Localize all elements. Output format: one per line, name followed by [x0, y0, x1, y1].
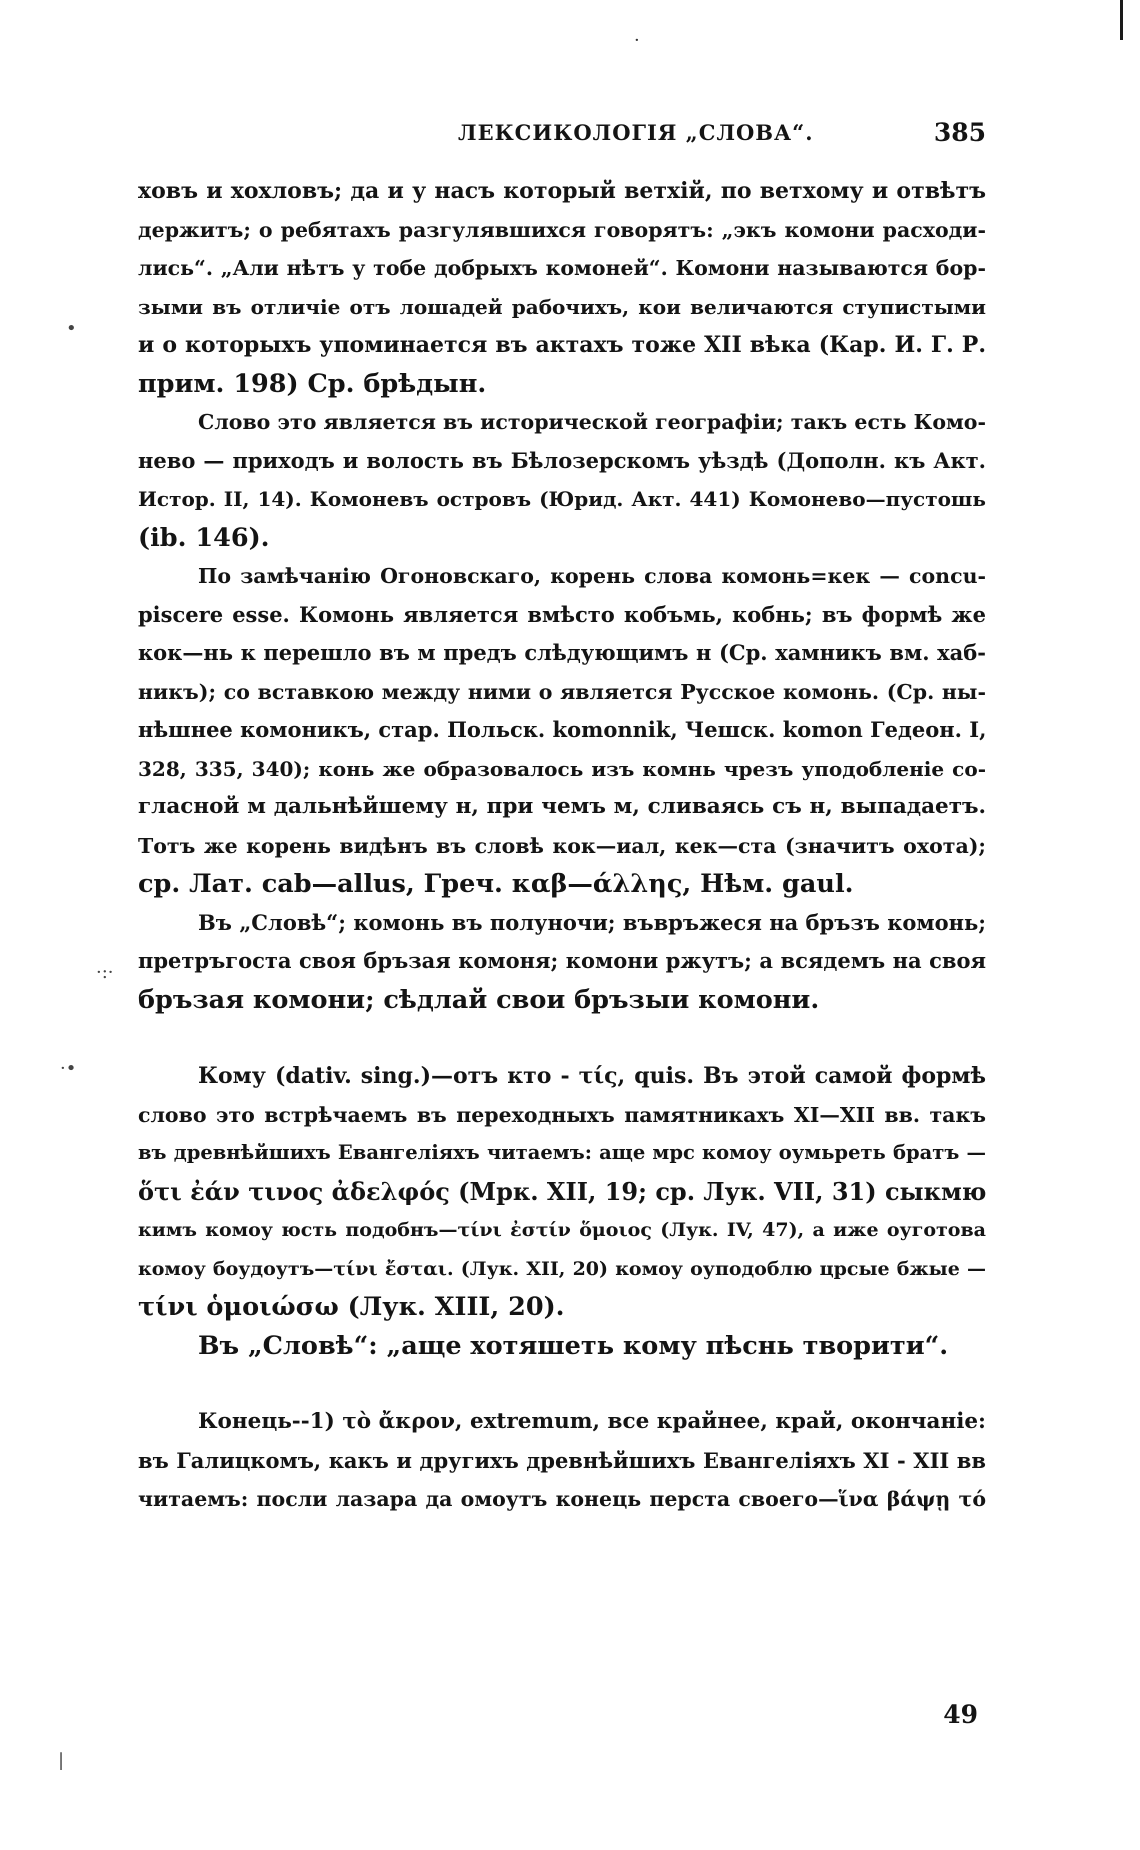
margin-dot: ·• — [60, 1058, 77, 1079]
margin-dot: • — [66, 318, 77, 339]
text-line: (ib. 146). — [138, 522, 270, 553]
text-line: ὅτι ἐάν τινος ἀδελφός (Мрк. XII, 19; ср. Лук. VII, 31) сыкмю — [138, 1176, 987, 1206]
body-text — [138, 172, 986, 1519]
text-line: бръзая комони; сѣдлай свои бръзыи комони. — [138, 984, 820, 1015]
text-line: τίνι ὁμοιώσω (Лук. XIII, 20). — [138, 1292, 565, 1322]
text-line: зыми въ отличіе отъ лошадей рабочихъ, кои величаются ступистыми — [138, 294, 986, 319]
paragraph — [138, 904, 986, 1020]
text-line: ср. Лат. cab—allus, Греч. καβ—άλλης, Нѣм. gaul. — [138, 869, 854, 899]
paragraph — [138, 403, 986, 557]
text-line: По замѣчанію Огоновскаго, корень слова комонь=кек — concu- — [198, 564, 986, 588]
paragraph — [138, 172, 986, 403]
text-line: въ Галицкомъ, какъ и другихъ древнѣйшихъ Евангеліяхъ XI - XII вв — [138, 1447, 986, 1473]
text-line: и о которыхъ упоминается въ актахъ тоже XII вѣка (Кар. И. Г. Р. — [138, 332, 986, 358]
text-line: Въ „Словѣ“; комонь въ полуночи; въвръжеся на бръзъ комонь; — [198, 909, 986, 935]
text-line: никъ); со вставкою между ними о является Русское комонь. (Ср. ны- — [138, 679, 986, 704]
text-line: ховъ и хохловъ; да и у насъ который ветхій, по ветхому и отвѣтъ — [138, 178, 986, 204]
text-line: прим. 198) Ср. брѣдын. — [138, 368, 487, 399]
text-line: Тотъ же корень видѣнъ въ словѣ кок—иал, кек—ста (значитъ охота); — [138, 833, 986, 858]
text-line: комоу боудоутъ—τίνι ἔσται. (Лук. XII, 20) комоу оуподоблю црсые бжые — — [138, 1257, 986, 1280]
paragraph — [138, 1327, 986, 1366]
text-line: Въ „Словѣ“: „аще хотяшеть кому пѣснь творити“. — [198, 1330, 949, 1361]
entry-gap — [138, 1365, 986, 1403]
paragraph — [138, 557, 986, 904]
text-line: Конець--1) τὸ ἄκρον, extremum, все крайнее, край, окончаніе: — [198, 1409, 986, 1434]
margin-dot: ·:· — [96, 962, 114, 983]
page-edge-mark — [1120, 0, 1123, 40]
page-header — [138, 120, 986, 154]
page-number: 385 — [933, 118, 986, 147]
text-line: 328, 335, 340); конь же образовалось изъ комнь чрезъ уподобленіе со- — [138, 756, 986, 781]
text-line: кимъ комоу юсть подобнъ—τίνι ἐστίν ὅμοιος (Лук. IV, 47), а иже оуготова — [138, 1219, 986, 1241]
paragraph — [138, 1403, 986, 1519]
signature-mark: 49 — [943, 1700, 978, 1729]
text-line: гласной м дальнѣйшему н, при чемъ м, сливаясь съ н, выпадаетъ. — [138, 794, 986, 819]
ink-speck: · — [634, 30, 640, 51]
entry-gap — [138, 1019, 986, 1057]
text-line: Слово это является въ исторической географіи; такъ есть Комо- — [198, 410, 986, 434]
text-line: слово это встрѣчаемъ въ переходныхъ памятникахъ XI—XII вв. такъ — [138, 1102, 986, 1127]
running-title: ЛЕКСИКОЛОГІЯ „СЛОВА“. — [458, 120, 814, 145]
text-line: въ древнѣйшихъ Евангеліяхъ читаемъ: аще мрс комоу оумьреть братъ — — [138, 1141, 986, 1164]
text-line: Истор. II, 14). Комоневъ островъ (Юрид. Акт. 441) Комонево—пустошь — [138, 487, 986, 511]
text-line: претръгоста своя бръзая комоня; комони ржутъ; а всядемъ на своя — [138, 948, 986, 973]
text-line: нѣшнее комоникъ, стар. Польск. komonnik, Чешск. komon Гедеон. I, — [138, 717, 987, 742]
text-line: читаемъ: посли лазара да омоутъ конець перста своего—ἵνα βάψῃ τό — [138, 1487, 986, 1511]
text-line: Кому (dativ. sing.)—отъ кто - τίς, quis. Въ этой самой формѣ — [198, 1063, 986, 1089]
margin-bar: | — [58, 1750, 65, 1771]
text-line: кок—нь к перешло въ м предъ слѣдующимъ н (Ср. хамникъ вм. хаб- — [138, 640, 986, 665]
text-line: держитъ; о ребятахъ разгулявшихся говорятъ: „экъ комони расходи- — [138, 217, 986, 242]
paragraph — [138, 1057, 986, 1327]
text-line: piscere esse. Комонь является вмѣсто кобъмь, кобнь; въ формѣ же — [138, 601, 986, 627]
text-line: лись“. „Али нѣтъ у тобе добрыхъ комоней“. Комони называются бор- — [138, 256, 986, 280]
text-line: нево — приходъ и волость въ Бѣлозерскомъ уѣздѣ (Дополн. къ Акт. — [138, 447, 986, 473]
